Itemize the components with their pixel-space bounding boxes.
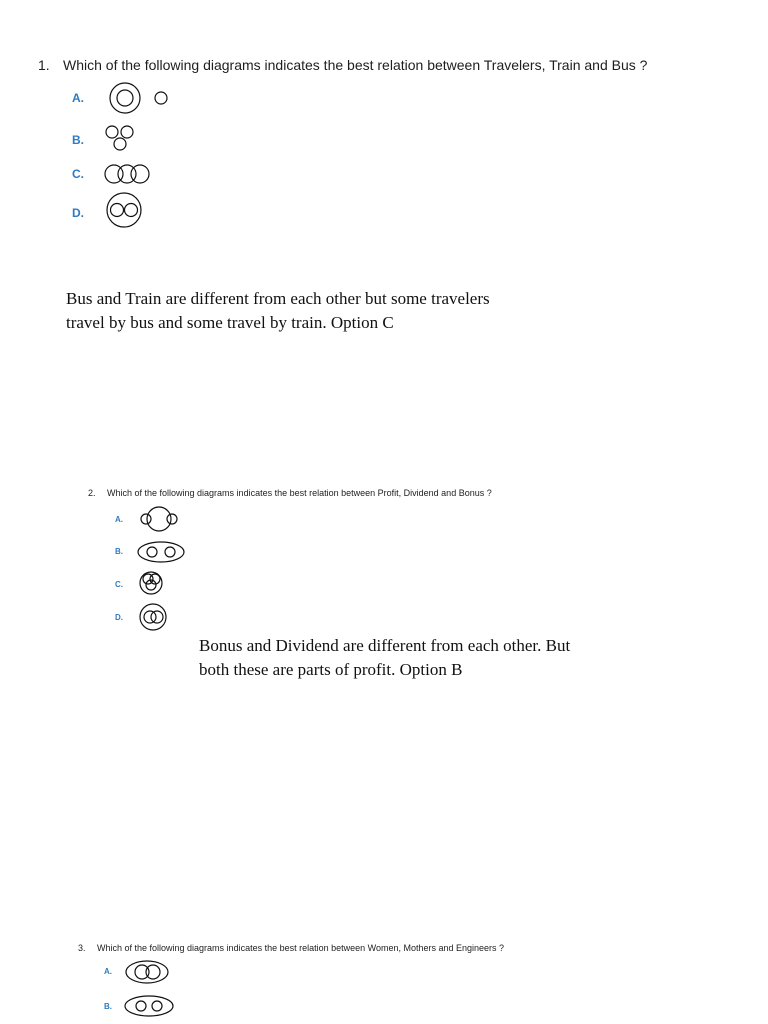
option-label: C. [72, 167, 84, 181]
question-2-text: Which of the following diagrams indicates the best relation between Profit, Dividend and Bonus ? [107, 488, 492, 498]
option-label: A. [115, 515, 123, 524]
option-label: A. [104, 967, 112, 976]
venn-diagram-icon [103, 124, 143, 154]
option-label: D. [115, 613, 123, 622]
venn-diagram-icon [138, 603, 172, 633]
venn-diagram-icon [137, 541, 189, 565]
question-1-heading [38, 57, 647, 73]
option-label: B. [115, 547, 123, 556]
venn-diagram-icon [124, 995, 178, 1019]
option-label: C. [115, 580, 123, 589]
question-3-text: Which of the following diagrams indicates the best relation between Women, Mothers and Engineers ? [97, 943, 505, 953]
venn-diagram-icon [102, 164, 157, 186]
venn-diagram-icon [103, 83, 173, 115]
question-3-number: 3. [78, 943, 86, 953]
option-label: A. [72, 91, 84, 105]
question-3-heading [78, 943, 504, 953]
venn-diagram-icon [125, 960, 173, 986]
question-1-number: 1. [38, 57, 50, 73]
venn-diagram-icon [138, 506, 184, 534]
option-label: B. [72, 133, 84, 147]
venn-diagram-icon [102, 193, 148, 229]
question-2-heading [88, 488, 492, 498]
option-label: D. [72, 206, 84, 220]
question-1-text: Which of the following diagrams indicates the best relation between Travelers, Train and Bus ? [63, 57, 648, 73]
question-2-number: 2. [88, 488, 96, 498]
venn-diagram-icon [138, 570, 168, 598]
option-label: B. [104, 1002, 112, 1011]
question-2-answer: Bonus and Dividend are different from each other. But both these are parts of profit. Option B [199, 636, 571, 679]
question-1-answer: Bus and Train are different from each other but some travelers travel by bus and some travel by train. Option C [66, 289, 490, 332]
